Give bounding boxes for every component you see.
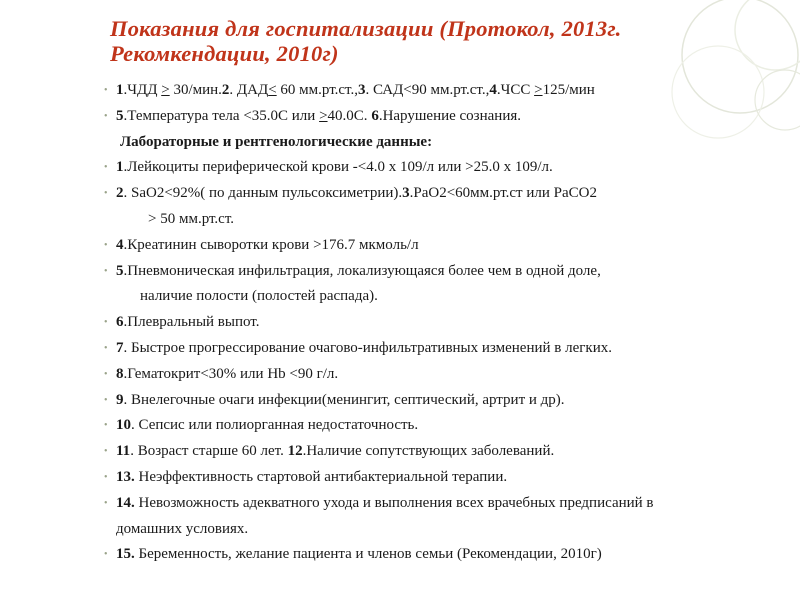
title-line-2: Рекомкендации, 2010г): [110, 41, 339, 66]
list-item: • 5.Температура тела <35.0С или >40.0С. 6.Нарушение сознания.: [104, 104, 794, 130]
bullet-icon: •: [104, 317, 108, 329]
list-item: • 9. Внелегочные очаги инфекции(менингит, септический, артрит и др).: [104, 388, 794, 414]
list-item-continuation: > 50 мм.рт.ст.: [148, 210, 235, 227]
list-item: • 10. Сепсис или полиорганная недостаточность.: [104, 413, 794, 439]
bullet-icon: •: [104, 549, 108, 561]
slide-title: [110, 16, 750, 66]
bullet-icon: •: [104, 110, 108, 122]
bullet-icon: •: [104, 497, 108, 509]
list-item: • 1.ЧДД > 30/мин.2. ДАД< 60 мм.рт.ст.,3. САД<90 мм.рт.ст.,4.ЧСС >125/мин: [104, 78, 794, 104]
bullet-icon: •: [104, 342, 108, 354]
list-item: • 13. Неэффективность стартовой антибактериальной терапии.: [104, 465, 794, 491]
bullet-icon: •: [104, 188, 108, 200]
list-item: • 6.Плевральный выпот.: [104, 310, 794, 336]
list-item: • 5.Пневмоническая инфильтрация, локализующаяся более чем в одной доле,: [104, 259, 794, 285]
bullet-icon: •: [104, 162, 108, 174]
list-item: • 11. Возраст старше 60 лет. 12.Наличие сопутствующих заболеваний.: [104, 439, 794, 465]
bullet-icon: •: [104, 471, 108, 483]
bullet-icon: •: [104, 368, 108, 380]
list-item: • 15. Беременность, желание пациента и членов семьи (Рекомендации, 2010г): [104, 542, 794, 568]
list-item: • 8.Гематокрит<30% или Hb <90 г/л.: [104, 362, 794, 388]
bullet-icon: •: [104, 446, 108, 458]
list-item-continuation: домашних условиях.: [116, 520, 249, 537]
bullet-icon: •: [104, 265, 108, 277]
list-item: • 7. Быстрое прогрессирование очагово-инфильтративных изменений в легких.: [104, 336, 794, 362]
bullet-icon: •: [104, 394, 108, 406]
title-line-1: Показания для госпитализации (Протокол, 2013г.: [110, 16, 622, 41]
section-heading: Лабораторные и рентгенологические данные:: [120, 133, 433, 150]
list-item: • 4.Креатинин сыворотки крови >176.7 мкмоль/л: [104, 233, 794, 259]
list-item: • 14. Невозможность адекватного ухода и выполнения всех врачебных предписаний в: [104, 491, 794, 517]
list-item: • 1.Лейкоциты периферической крови -<4.0 х 109/л или >25.0 х 109/л.: [104, 155, 794, 181]
bullet-icon: •: [104, 420, 108, 432]
criteria-list: [104, 78, 794, 568]
bullet-icon: •: [104, 85, 108, 96]
list-item-continuation: наличие полости (полостей распада).: [140, 288, 378, 305]
list-item: • 2. SaO2<92%( по данным пульсоксиметрии).3.PaO2<60мм.рт.ст или PaCO2: [104, 181, 794, 207]
bullet-icon: •: [104, 239, 108, 251]
